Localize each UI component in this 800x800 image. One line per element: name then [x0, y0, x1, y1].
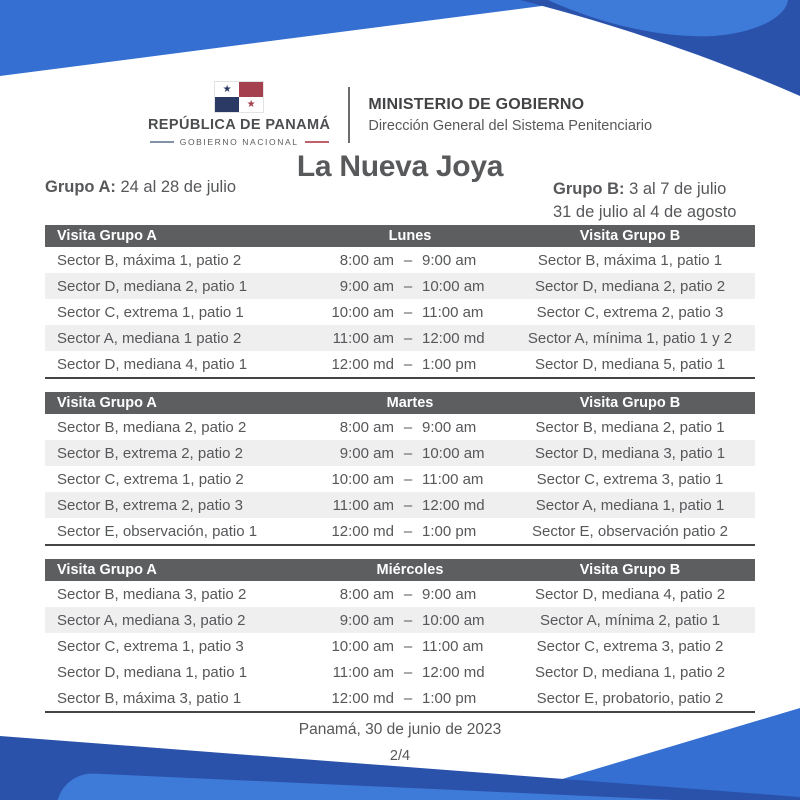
visita-a-cell: Sector A, mediana 3, patio 2	[57, 611, 246, 629]
table-row	[45, 247, 755, 273]
table-header-bar	[45, 225, 755, 247]
flag-quadrant-red	[239, 82, 263, 97]
time-start: 11:00 am	[332, 663, 394, 681]
day-schedule-table	[45, 559, 755, 713]
time-start: 9:00 am	[339, 277, 394, 295]
time-cell	[315, 471, 505, 488]
republic-block	[148, 82, 330, 147]
footer-place-date: Panamá, 30 de junio de 2023	[298, 721, 502, 738]
time-cell	[315, 690, 505, 707]
time-end: 10:00 am	[422, 277, 485, 295]
table-row	[45, 581, 755, 607]
time-dash: –	[403, 637, 413, 655]
time-start: 10:00 am	[331, 470, 394, 488]
visita-a-cell: Sector C, extrema 1, patio 1	[57, 303, 244, 321]
time-dash: –	[403, 470, 413, 488]
visita-b-cell: Sector D, mediana 2, patio 2	[534, 277, 726, 295]
time-dash: –	[403, 444, 413, 462]
time-dash: –	[403, 329, 413, 347]
visita-a-cell: Sector D, mediana 4, patio 1	[57, 355, 248, 373]
header-day: Miércoles	[376, 562, 444, 578]
header-visita-grupo-a: Visita Grupo A	[57, 228, 157, 244]
time-start: 12:00 md	[331, 355, 394, 373]
visita-a-cell: Sector B, máxima 3, patio 1	[57, 689, 242, 707]
time-cell	[315, 252, 505, 269]
visita-a-cell: Sector B, extrema 2, patio 3	[57, 496, 243, 514]
day-schedule-table	[45, 392, 755, 546]
republic-title: REPÚBLICA DE PANAMÁ	[147, 117, 331, 133]
time-cell	[315, 356, 505, 373]
visita-a-cell: Sector E, observación, patio 1	[57, 522, 258, 540]
time-end: 11:00 am	[422, 303, 484, 321]
table-body	[45, 414, 755, 544]
time-end: 10:00 am	[422, 611, 485, 629]
time-dash: –	[403, 663, 413, 681]
time-start: 10:00 am	[331, 637, 394, 655]
time-cell	[315, 419, 505, 436]
time-end: 1:00 pm	[422, 355, 477, 373]
time-dash: –	[403, 611, 413, 629]
table-row	[45, 633, 755, 659]
national-label: GOBIERNO NACIONAL	[179, 137, 299, 147]
time-cell	[315, 278, 505, 295]
time-dash: –	[403, 585, 413, 603]
time-dash: –	[403, 251, 413, 269]
time-end: 12:00 md	[422, 496, 485, 514]
header-day: Lunes	[388, 228, 432, 244]
visita-b-cell: Sector C, extrema 2, patio 3	[536, 303, 724, 321]
visita-b-cell: Sector D, mediana 3, patio 1	[534, 444, 726, 462]
table-row	[45, 607, 755, 633]
time-end: 9:00 am	[422, 418, 477, 436]
time-dash: –	[403, 496, 413, 514]
time-cell	[315, 664, 505, 681]
table-body	[45, 581, 755, 711]
time-end: 10:00 am	[422, 444, 485, 462]
flag-quadrant-blue-star: ★	[215, 82, 239, 97]
header-visita-grupo-b: Visita Grupo B	[579, 395, 681, 411]
visita-a-cell: Sector C, extrema 1, patio 2	[57, 470, 244, 488]
time-end: 11:00 am	[422, 637, 484, 655]
visita-a-cell: Sector B, máxima 1, patio 2	[57, 251, 242, 269]
table-body	[45, 247, 755, 377]
table-row	[45, 492, 755, 518]
header-day: Martes	[386, 395, 434, 411]
table-row	[45, 659, 755, 685]
group-b-dates	[553, 178, 736, 224]
national-subtitle	[148, 137, 330, 147]
page-title: La Nueva Joya	[296, 150, 504, 183]
group-a-label: Grupo A:	[45, 178, 116, 196]
time-end: 1:00 pm	[422, 689, 477, 707]
group-b-range-2: 31 de julio al 4 de agosto	[553, 203, 737, 222]
header-visita-grupo-a: Visita Grupo A	[57, 395, 157, 411]
visita-b-cell: Sector A, mínima 1, patio 1 y 2	[527, 329, 733, 347]
visita-b-cell: Sector B, máxima 1, patio 1	[537, 251, 723, 269]
header-visita-grupo-b: Visita Grupo B	[579, 562, 681, 578]
time-cell	[315, 497, 505, 514]
time-cell	[315, 304, 505, 321]
time-dash: –	[403, 303, 413, 321]
table-row	[45, 466, 755, 492]
visita-a-cell: Sector C, extrema 1, patio 3	[57, 637, 244, 655]
visita-b-cell: Sector D, mediana 4, patio 2	[534, 585, 726, 603]
table-row	[45, 518, 755, 544]
time-end: 9:00 am	[422, 251, 477, 269]
time-start: 11:00 am	[332, 496, 394, 514]
table-row	[45, 351, 755, 377]
visita-a-cell: Sector D, mediana 1, patio 1	[57, 663, 248, 681]
group-b-label: Grupo B:	[553, 180, 625, 198]
time-end: 11:00 am	[422, 470, 484, 488]
table-row	[45, 414, 755, 440]
time-cell	[315, 612, 505, 629]
time-cell	[315, 638, 505, 655]
header-visita-grupo-a: Visita Grupo A	[57, 562, 157, 578]
panama-flag-icon	[215, 82, 263, 112]
day-schedule-table	[45, 225, 755, 379]
time-start: 12:00 md	[331, 689, 394, 707]
time-start: 9:00 am	[339, 444, 394, 462]
header-visita-grupo-b: Visita Grupo B	[579, 228, 681, 244]
time-start: 9:00 am	[339, 611, 394, 629]
table-header-bar	[45, 392, 755, 414]
group-b-range-1: 3 al 7 de julio	[629, 180, 727, 198]
time-dash: –	[403, 418, 413, 436]
time-dash: –	[403, 355, 413, 373]
visita-b-cell: Sector C, extrema 3, patio 2	[536, 637, 724, 655]
ministry-title: MINISTERIO DE GOBIERNO	[368, 95, 585, 113]
visita-a-cell: Sector B, extrema 2, patio 2	[57, 444, 243, 462]
time-cell	[315, 445, 505, 462]
time-cell	[315, 330, 505, 347]
visita-a-cell: Sector B, mediana 2, patio 2	[57, 418, 247, 436]
visita-b-cell: Sector D, mediana 1, patio 2	[534, 663, 726, 681]
visita-b-cell: Sector B, mediana 2, patio 1	[535, 418, 725, 436]
rule-right-icon	[305, 141, 329, 143]
visita-a-cell: Sector B, mediana 3, patio 2	[57, 585, 247, 603]
schedule-tables	[45, 225, 755, 726]
time-start: 10:00 am	[331, 303, 394, 321]
visita-b-cell: Sector E, observación patio 2	[532, 522, 728, 540]
table-row	[45, 325, 755, 351]
visita-b-cell: Sector D, mediana 5, patio 1	[534, 355, 726, 373]
time-dash: –	[403, 277, 413, 295]
time-end: 12:00 md	[422, 329, 485, 347]
ministry-block	[368, 96, 652, 134]
table-row	[45, 440, 755, 466]
time-start: 11:00 am	[332, 329, 394, 347]
time-dash: –	[403, 522, 413, 540]
time-start: 12:00 md	[331, 522, 394, 540]
visita-b-cell: Sector E, probatorio, patio 2	[536, 689, 724, 707]
ministry-subtitle: Dirección General del Sistema Penitenciario	[368, 117, 653, 134]
time-cell	[315, 586, 505, 603]
letterhead-divider	[348, 87, 350, 143]
visita-b-cell: Sector A, mediana 1, patio 1	[535, 496, 725, 514]
flag-quadrant-red-star: ★	[239, 97, 263, 112]
visita-a-cell: Sector D, mediana 2, patio 1	[57, 277, 248, 295]
rule-left-icon	[150, 141, 174, 143]
time-start: 8:00 am	[339, 251, 394, 269]
time-cell	[315, 523, 505, 540]
group-a-range: 24 al 28 de julio	[120, 178, 237, 196]
table-row	[45, 273, 755, 299]
visita-b-cell: Sector C, extrema 3, patio 1	[536, 470, 724, 488]
footer-page-number: 2/4	[389, 748, 411, 764]
group-a-dates	[45, 178, 236, 197]
time-end: 9:00 am	[422, 585, 477, 603]
time-start: 8:00 am	[339, 418, 394, 436]
time-end: 12:00 md	[422, 663, 485, 681]
table-header-bar	[45, 559, 755, 581]
table-row	[45, 299, 755, 325]
time-start: 8:00 am	[339, 585, 394, 603]
visita-b-cell: Sector A, mínima 2, patio 1	[539, 611, 721, 629]
visita-a-cell: Sector A, mediana 1 patio 2	[57, 329, 242, 347]
time-dash: –	[403, 689, 413, 707]
flag-quadrant-blue	[215, 97, 239, 112]
table-row	[45, 685, 755, 711]
time-end: 1:00 pm	[422, 522, 477, 540]
letterhead	[0, 82, 800, 147]
